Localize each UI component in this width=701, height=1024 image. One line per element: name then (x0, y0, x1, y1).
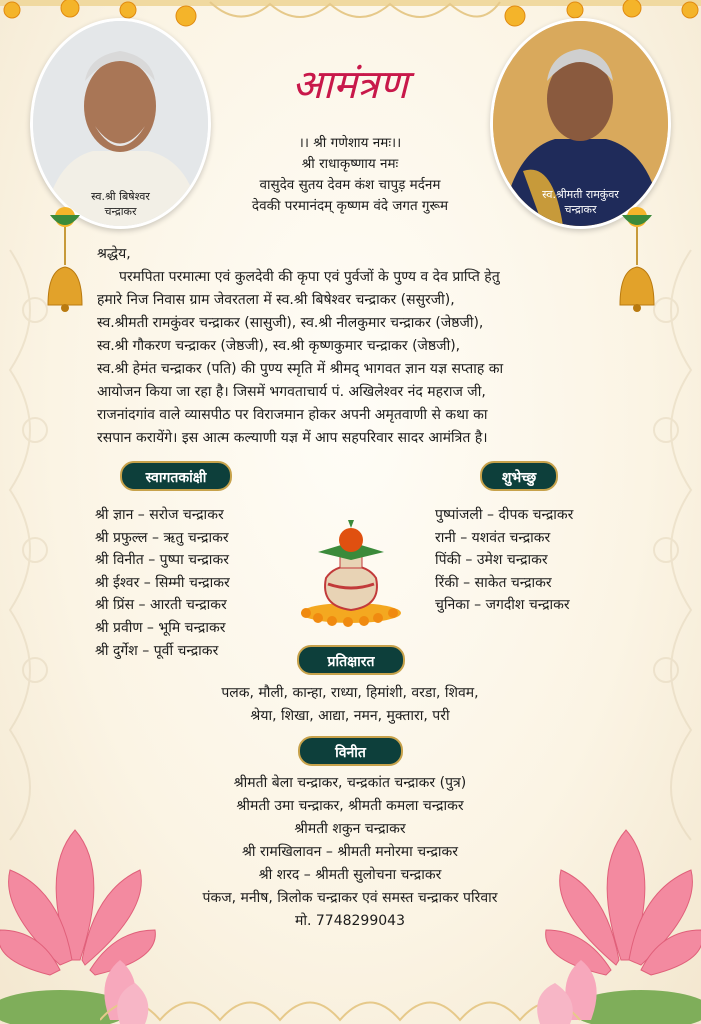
bell-right-icon (612, 205, 662, 315)
side-pattern-left (0, 230, 70, 850)
caption-line: चन्द्राकर (104, 205, 137, 218)
names-line: श्रीमती बेला चन्द्राकर, चन्द्रकांत चन्द्राकर (पुत्र) (233, 775, 467, 791)
caption-line: स्व.श्री बिषेश्वर (91, 190, 150, 203)
names-line: श्रीमती उमा चन्द्राकर, श्रीमती कमला चन्द्राकर (236, 798, 464, 814)
kalash-icon (298, 518, 404, 628)
names-line: श्रीमती शकुन चन्द्राकर (294, 821, 406, 837)
salutation: श्रद्धेय, (97, 246, 131, 262)
list-item: श्री प्रवीण – भूमि चन्द्राकर (95, 619, 226, 636)
portrait-left (30, 18, 211, 229)
names-line: पलक, मौली, कान्हा, राध्या, हिमांशी, वरडा, शिवम, (221, 685, 479, 701)
badge-vinit: विनीत (298, 736, 403, 766)
body-line: स्व.श्री हेमंत चन्द्राकर (पति) की पुण्य स्मृति में श्रीमद् भागवत ज्ञान यज्ञ सप्ताह का (97, 361, 504, 377)
names-line: श्रेया, शिखा, आद्या, नमन, मुक्तारा, परी (250, 708, 450, 724)
side-pattern-right (631, 230, 701, 850)
phone-number: मो. 7748299043 (295, 913, 405, 929)
names-line: पंकज, मनीष, त्रिलोक चन्द्राकर एवं समस्त चन्द्राकर परिवार (202, 890, 498, 906)
vinit-names (125, 772, 575, 933)
invocation-line: श्री राधाकृष्णाय नमः (301, 156, 399, 172)
body-line: स्व.श्री गौकरण चन्द्राकर (जेष्ठजी), स्व.श्री कृष्णकुमार चन्द्राकर (जेष्ठजी), (97, 338, 461, 354)
list-item: श्री प्रिंस – आरती चन्द्राकर (95, 597, 227, 614)
list-item: चुनिका – जगदीश चन्द्राकर (435, 597, 570, 614)
names-line: श्री शरद – श्रीमती सुलोचना चन्द्राकर (258, 867, 442, 883)
names-line: श्री रामखिलावन – श्रीमती मनोरमा चन्द्राकर (241, 844, 459, 860)
invocation-line: वासुदेव सुतय देवम कंश चापुड़ मर्दनम (259, 177, 441, 193)
body-line: राजनांदगांव वाले व्यासपीठ पर विराजमान होकर अपनी अमृतवाणी से कथा का (97, 407, 488, 423)
invitation-title: आमंत्रण (292, 62, 408, 108)
list-item: रानी – यशवंत चन्द्राकर (435, 529, 551, 546)
list-item: श्री विनीत – पुष्पा चन्द्राकर (95, 552, 229, 569)
bell-left-icon (40, 205, 90, 315)
list-item: रिंकी – साकेत चन्द्राकर (435, 574, 552, 591)
caption-line: चन्द्राकर (564, 203, 597, 216)
badge-shubhechchhu: शुभेच्छु (480, 461, 558, 491)
body-line: स्व.श्रीमती रामकुंवर चन्द्राकर (सासुजी), स्व.श्री नीलकुमार चन्द्राकर (जेष्ठजी), (97, 315, 484, 331)
invocation-line: देवकी परमानंदम् कृष्णम वंदे जगत गुरूम (251, 198, 449, 214)
list-item: श्री ईश्वर – सिम्मी चन्द्राकर (95, 574, 230, 591)
pratiksharat-names (150, 682, 550, 728)
badge-swagatkanshi: स्वागतकांक्षी (120, 461, 232, 491)
body-line: रसपान करायेंगे। इस आत्म कल्याणी यज्ञ में आप सहपरिवार सादर आमंत्रित है। (97, 430, 488, 446)
body-line: हमारे निज निवास ग्राम जेवरतला में स्व.श्री बिषेश्वर चन्द्राकर (ससुरजी), (97, 292, 455, 308)
portrait-right (490, 18, 671, 229)
badge-pratiksharat: प्रतिक्षारत (297, 645, 405, 675)
swagatkanshi-list (95, 504, 230, 662)
caption-line: स्व.श्रीमती रामकुंवर (542, 188, 619, 201)
body-line: परमपिता परमात्मा एवं कुलदेवी की कृपा एवं पुर्वजों के पुण्य व देव प्राप्ति हेतु (119, 269, 500, 285)
shubhechchhu-list (435, 504, 573, 617)
invocation-line: ।। श्री गणेशाय नमः।। (298, 135, 402, 151)
invocation-block (200, 133, 500, 217)
list-item: श्री प्रफुल्ल – ऋतु चन्द्राकर (95, 529, 229, 546)
body-line: आयोजन किया जा रहा है। जिसमें भगवताचार्य पं. अखिलेश्वर नंद महराज जी, (97, 384, 486, 400)
list-item: पिंकी – उमेश चन्द्राकर (435, 552, 548, 569)
list-item: श्री ज्ञान – सरोज चन्द्राकर (95, 507, 224, 523)
invitation-body (97, 243, 617, 450)
bottom-decoration (100, 975, 600, 1024)
list-item: श्री दुर्गेश – पूर्वी चन्द्राकर (95, 642, 219, 659)
list-item: पुष्पांजली – दीपक चन्द्राकर (435, 507, 574, 523)
